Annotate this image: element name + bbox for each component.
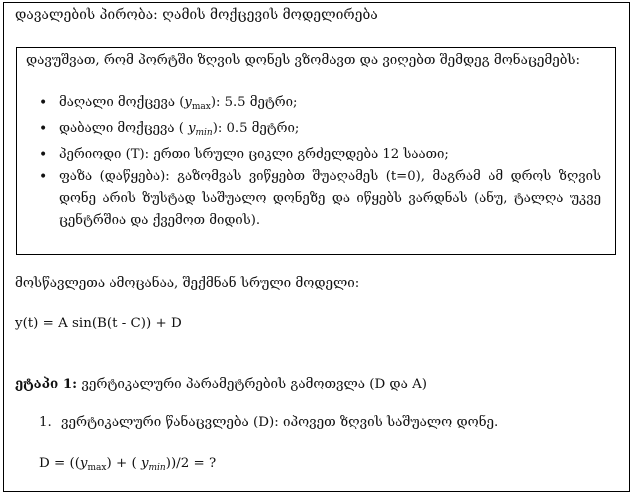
d-formula-sub1: max [87,463,107,473]
low-tide-value: ): 0.5 მეტრი; [212,121,300,136]
d-formula [39,456,216,473]
d-formula-var1: y [79,456,88,471]
step-number: 1. [39,415,52,430]
model-formula: y(t) = A sin(B(t - C)) + D [15,316,182,331]
low-tide-sub: min [195,128,213,138]
stage-heading [15,376,427,392]
stage-text: ვერტიკალური პარამეტრების გამოთვლა (D და A) [77,377,427,392]
intro-text: დავუშვათ, რომ პორტში ზღვის დონეს ვზომავთ და ვიღებთ შემდეგ მონაცემებს: [26,53,581,68]
list-item-low-tide [17,118,609,144]
period-text: პერიოდი (T): ერთი სრული ციკლი გრძელდება 12 საათი; [59,147,449,162]
high-tide-var: y [184,95,192,110]
problem-box [16,47,616,255]
stage-label: ეტაპი 1: [15,376,78,392]
d-formula-mid: ) + ( [106,456,141,471]
list-item-phase [17,166,609,232]
list-item-high-tide [17,92,609,118]
d-formula-suffix: ))/2 = ? [165,456,217,471]
step-item [39,415,498,430]
task-text: მოსწავლეთა ამოცანაა, შექმნან სრული მოდელი: [15,276,360,291]
d-formula-prefix: D = (( [39,456,80,471]
d-formula-var2: y [140,456,149,471]
high-tide-sub: max [191,102,211,112]
phase-text: ფაზა (დაწყება): გაზომვას ვიწყებთ შუაღამეს (t=0), მაგრამ ამ დროს ზღვის დონე არის ზუსტად საშუალო დონეზე და იწყებს ვარდნას (ანუ, ტალღა უკვე ცენტრშია და ქვემოთ მიდის). [59,169,601,228]
list-item-period [17,144,609,166]
low-tide-label: დაბალი მოქცევა ( [59,121,189,136]
high-tide-label: მაღალი მოქცევა ( [59,95,185,110]
low-tide-var: y [188,121,196,136]
parameter-list [17,92,609,232]
step-text: ვერტიკალური წანაცვლება (D): იპოვეთ ზღვის საშუალო დონე. [61,415,499,430]
page-title: დავალების პირობა: ღამის მოქცევის მოდელირება [15,7,378,23]
d-formula-sub2: min [148,463,166,473]
high-tide-value: ): 5.5 მეტრი; [210,95,298,110]
